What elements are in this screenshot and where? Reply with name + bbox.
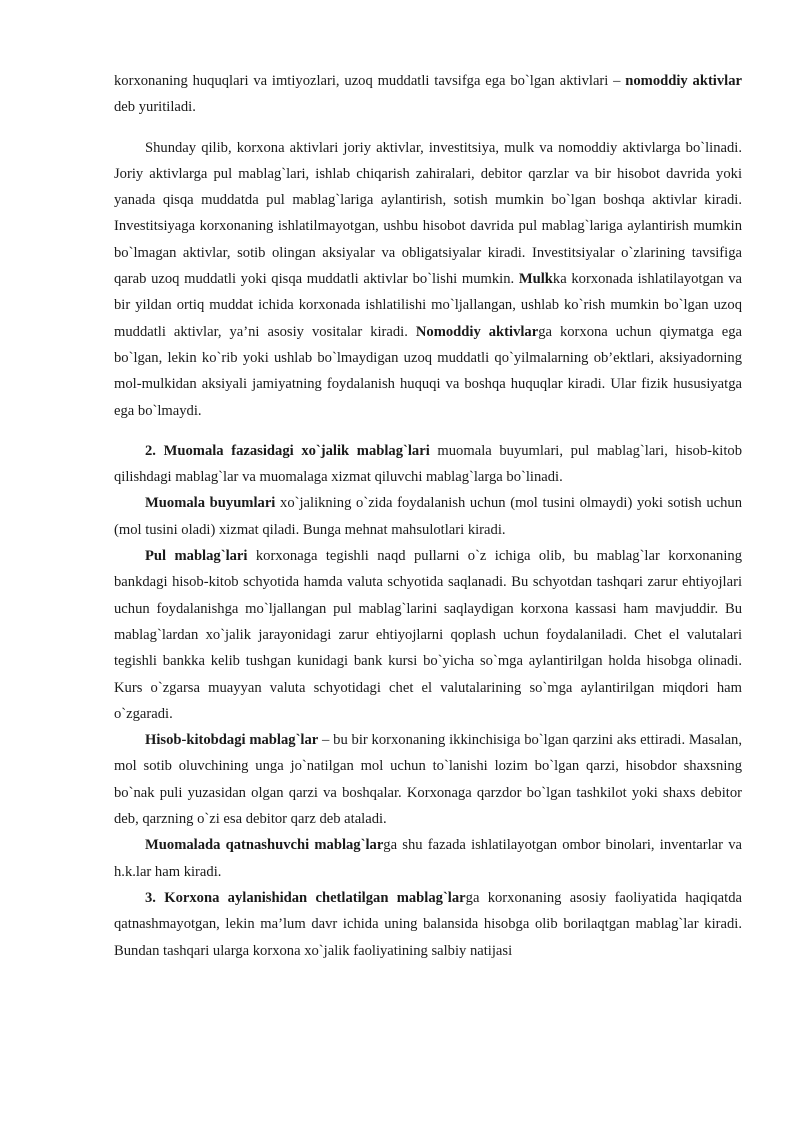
paragraph-8 [114,885,742,964]
paragraph-7 [114,832,742,885]
paragraph-1 [114,68,742,121]
paragraph-5 [114,543,742,727]
section-heading: 2. Muomala fazasidagi xo`jalik mablag`lari [145,442,430,459]
paragraph-4 [114,490,742,543]
text-run: – bu bir korxonaning ikkinchisiga bo`lgan qarzini aks ettiradi. Masalan, mol sotib oluvchining unga jo`natilgan mol uchun to`lanishi lozim bo`lgan qarzi, hisobdor shaxsning bo`nak puli yuzasidan olgan qarzi va boshqalar. Korxonaga qarzdor bo`lgan tashkilot yoki shaxs debitor deb, qarzning o`zi esa debitor qarz deb ataladi. [114,732,742,828]
bold-term: Pul mablag`lari [145,548,248,565]
text-run: ga shu fazada ishlatilayotgan ombor binolari, inventarlar va h.k.lar ham kiradi. [114,837,742,880]
text-run: deb yuritiladi. [114,99,196,116]
bold-term: Muomala buyumlari [145,495,276,512]
text-run: Shunday qilib, korxona aktivlari joriy aktivlar, investitsiya, mulk va nomoddiy aktivlarga bo`linadi. Joriy aktivlarga pul mablag`lari, ishlab chiqarish zahiralari, debitor qarzlar va bir hisobot davrida yoki yanada qisqa muddatda pul mablag`lariga aylantirish, sotish mumkin bo`lgan boshqa aktivlar kiradi. Investitsiyaga korxonaning ishlatilmayotgan, ushbu hisobot davrida pul mablag`lariga aylantirish mumkin bo`lmagan aktivlar, sotib olingan aksiyalar va obligatsiyalar kiradi. Investitsiyalar o`zlarining tavsifiga qarab uzoq muddatli yoki qisqa muddatli aktivlar bo`lishi mumkin. [114,139,742,288]
paragraph-6 [114,727,742,832]
bold-term: Muomalada qatnashuvchi mablag`lar [145,837,384,854]
paragraph-3 [114,438,742,491]
bold-term: Hisob-kitobdagi mablag`lar [145,732,319,749]
text-run: korxonaning huquqlari va imtiyozlari, uzoq muddatli tavsifga ega bo`lgan aktivlari – [114,73,626,89]
bold-term: nomoddiy aktivlar [625,73,742,89]
text-run: muomala buyumlari, pul mablag`lari, hisob-kitob qilishdagi mablag`lar va muomalaga xizmat qiluvchi mablag`larga bo`linadi. [114,442,742,486]
bold-term: Mulk [518,271,553,288]
bold-term: Nomoddiy aktivlar [415,323,539,340]
document-page [114,68,742,964]
text-run: ka korxonada ishlatilayotgan va bir yildan ortiq muddat ichida korxonada ishlatilishi mo`ljallangan, ushlab ko`rish mumkin bo`lgan uzoq muddatli aktivlar, ya’ni asosiy vositalar kiradi. [114,271,743,340]
text-run: ga korxonaning asosiy faoliyatida haqiqatda qatnashmayotgan, lekin ma’lum davr ichida uning balansida hisobga olib borilaqtgan mablag`lar kiradi. Bundan tashqari ularga korxona xo`jalik faoliyatining salbiy natijasi [114,889,742,959]
text-run: ga korxona uchun qiymatga ega bo`lgan, lekin ko`rib yoki ushlab bo`lmaydigan uzoq muddatli qo`yilmalarning ob’ektlari, aksiyadorning mol-mulkidan aksiyali jamiyatning foydalanish huquqi va boshqa huquqlar kiradi. Ular fizik hususiyatga ega bo`lmaydi. [114,323,742,419]
paragraph-2 [114,135,742,424]
text-run: xo`jalikning o`zida foydalanish uchun (mol tusini olmaydi) yoki sotish uchun (mol tusini oladi) xizmat qiladi. Bunga mehnat mahsulotlari kiradi. [114,495,742,538]
section-heading: 3. Korxona aylanishidan chetlatilgan mablag`lar [145,889,466,906]
text-run: korxonaga tegishli naqd pullarni o`z ichiga olib, bu mablag`lar korxonaning bankdagi hisob-kitob schyotida hamda valuta schyotida saqlanadi. Bu schyotdan tashqari zarur ehtiyojlari uchun foydalanishga mo`ljallangan pul mablag`larini saqlaydigan korxona kassasi ham mavjuddir. Bu mablag`lardan xo`jalik jarayonidagi zarur ehtiyojlarni qoplash uchun foydalaniladi. Chet el valutalari tegishli bankka kelib tushgan kunidagi bank kursi bo`yicha so`mga aylantirilgan holda hisobga olinadi. Kurs o`zgarsa muayyan valuta schyotidagi chet el valutalarining so`mga aylantirilgan miqdori ham o`zgaradi. [114,548,742,722]
